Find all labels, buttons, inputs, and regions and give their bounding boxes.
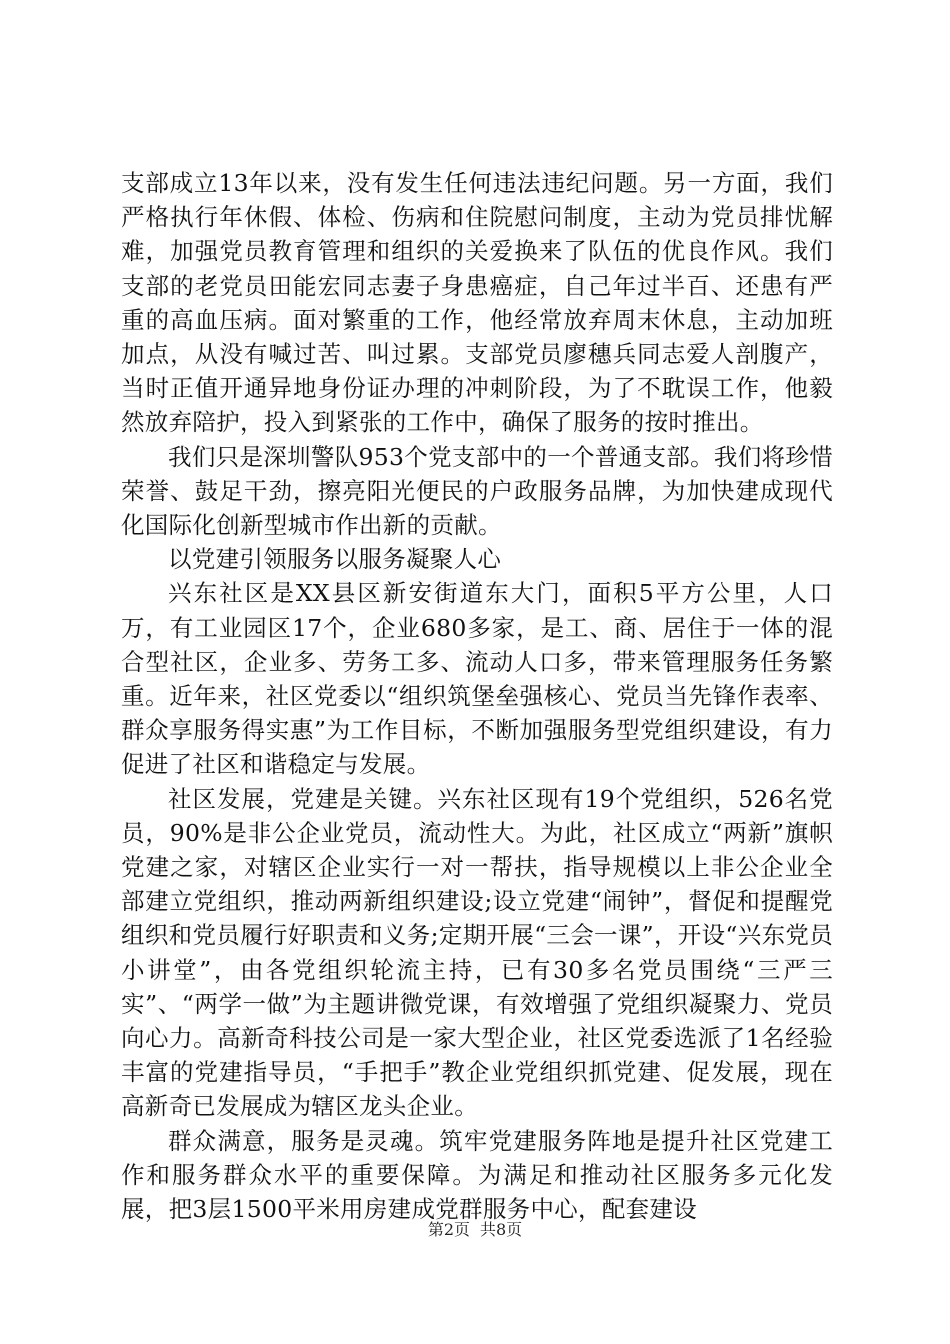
page-number: 第2页: [427, 1220, 470, 1239]
page-body: [121, 166, 833, 1226]
section-paragraph-1: 兴东社区是XX县区新安街道东大门，面积5平方公里，人口万，有工业园区17个，企业680多家，是工、商、居住于一体的混合型社区，企业多、劳务工多、流动人口多，带来管理服务任务繁重。近年来，社区党委以“组织筑堡垒强核心、党员当先锋作表率、群众享服务得实惠”为工作目标，不断加强服务型党组织建设，有力促进了社区和谐稳定与发展。: [121, 579, 833, 779]
section-title: 以党建引领服务以服务凝聚人心: [168, 545, 502, 574]
page-footer: [0, 1220, 950, 1240]
section-paragraph-3: 群众满意，服务是灵魂。筑牢党建服务阵地是提升社区党建工作和服务群众水平的重要保障。为满足和推动社区服务多元化发展，把3层1500平米用房建成党群服务中心，配套建设: [121, 1126, 833, 1224]
body-paragraph-2: 我们只是深圳警队953个党支部中的一个普通支部。我们将珍惜荣誉、鼓足干劲，擦亮阳光便民的户政服务品牌，为加快建成现代化国际化创新型城市作出新的贡献。: [121, 442, 833, 540]
page-total: 共8页: [480, 1220, 523, 1239]
body-paragraph-1: 支部成立13年以来，没有发生任何违法违纪问题。另一方面，我们严格执行年休假、体检、伤病和住院慰问制度，主动为党员排忧解难，加强党员教育管理和组织的关爱换来了队伍的优良作风。我们支部的老党员田能宏同志妻子身患癌症，自己年过半百、还患有严重的高血压病。面对繁重的工作，他经常放弃周末休息，主动加班加点，从没有喊过苦、叫过累。支部党员廖穗兵同志爱人剖腹产，当时正值开通异地身份证办理的冲刺阶段，为了不耽误工作，他毅然放弃陪护，投入到紧张的工作中，确保了服务的按时推出。: [121, 169, 833, 437]
section-paragraph-2: 社区发展，党建是关键。兴东社区现有19个党组织，526名党员，90%是非公企业党员，流动性大。为此，社区成立“两新”旗帜党建之家，对辖区企业实行一对一帮扶，指导规模以上非公企业全部建立党组织，推动两新组织建设;设立党建“闹钟”，督促和提醒党组织和党员履行好职责和义务;定期开展“三会一课”，开设“兴东党员小讲堂”，由各党组织轮流主持，已有30多名党员围绕“三严三实”、“两学一做”为主题讲微党课，有效增强了党组织凝聚力、党员向心力。高新奇科技公司是一家大型企业，社区党委选派了1名经验丰富的党建指导员，“手把手”教企业党组织抓党建、促发展，现在高新奇已发展成为辖区龙头企业。: [121, 784, 833, 1121]
